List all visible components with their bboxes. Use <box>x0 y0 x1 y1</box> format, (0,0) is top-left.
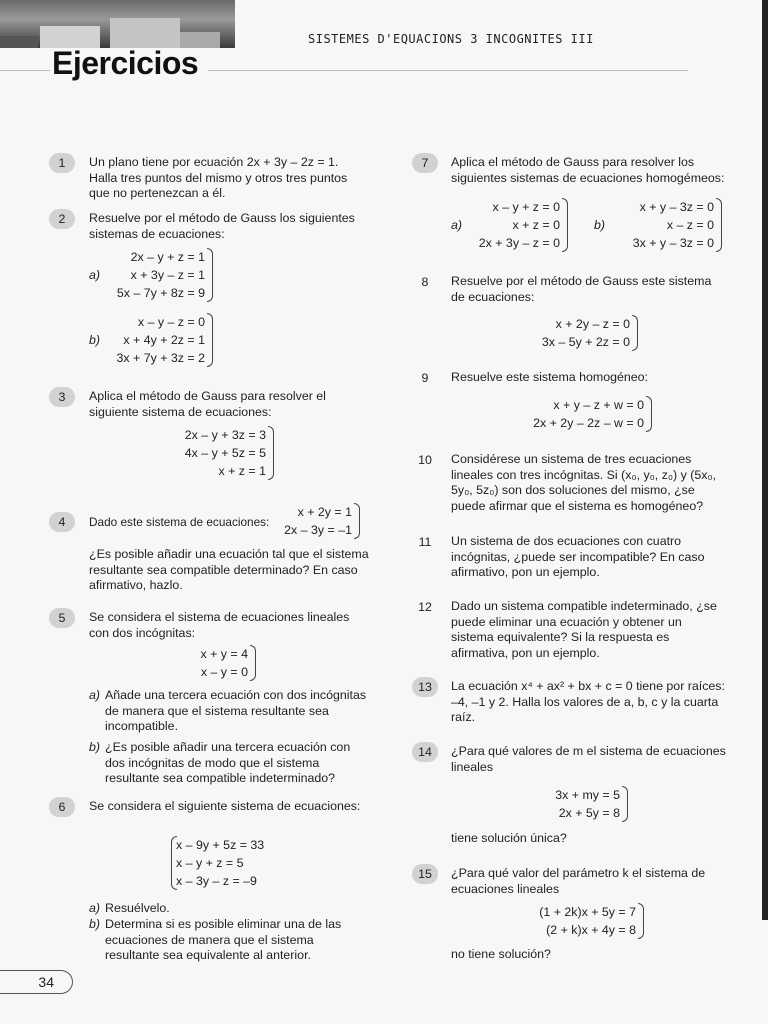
exercise-4-system <box>272 503 352 539</box>
exercise-number-14: 14 <box>412 742 438 762</box>
equation: x + y – z + w = 0 <box>553 398 644 412</box>
exercise-7-text: Aplica el método de Gauss para resolver los siguientes sistemas de ecuaciones homogémeos: <box>451 155 725 185</box>
system-brace <box>354 503 360 539</box>
page-number: 34 <box>38 974 54 990</box>
system-brace <box>250 645 256 681</box>
equation: x – y = 0 <box>200 665 248 679</box>
exercise-number-9: 9 <box>421 371 429 385</box>
exercise-number-4: 4 <box>49 512 75 532</box>
equation: x + z = 1 <box>218 464 266 478</box>
exercise-number-13: 13 <box>412 677 438 697</box>
exercise-6-text: Se considera el siguiente sistema de ecuaciones: <box>89 799 361 813</box>
equation: x – y – z = 0 <box>137 315 205 329</box>
system-brace <box>638 903 644 939</box>
exercise-number-15: 15 <box>412 864 438 884</box>
exercise-5-b-text: ¿Es posible añadir una tercera ecuación con dos incógnitas de modo que el sistema resultante sea compatible indeterminado? <box>105 740 351 785</box>
equation: x – 3y – z = –9 <box>176 874 257 888</box>
system-brace <box>562 198 568 252</box>
exercise-number-8: 8 <box>421 275 429 289</box>
exercise-14-system <box>540 786 620 822</box>
running-title: SISTEMES D'EQUACIONS 3 INCOGNITES III <box>308 32 594 46</box>
exercise-7-b-system <box>620 198 714 252</box>
exercise-number-12: 12 <box>418 600 432 614</box>
equation: x + 3y – z = 1 <box>130 268 205 282</box>
exercise-7-a-system <box>466 198 560 252</box>
system-brace <box>622 786 628 822</box>
system-brace <box>207 248 213 302</box>
equation: 2x + 3y – z = 0 <box>478 236 560 250</box>
equation: 2x + 5y = 8 <box>558 806 620 820</box>
equation: x – y + z = 5 <box>176 856 244 870</box>
equation: 5x – 7y + 8z = 9 <box>116 286 205 300</box>
exercise-2-text: Resuelve por el método de Gauss los siguientes sistemas de ecuaciones: <box>89 211 355 241</box>
exercise-6-a-text: Resuélvelo. <box>105 901 170 915</box>
exercise-15-after: no tiene solución? <box>451 947 551 961</box>
exercise-5-a-label: a) <box>89 688 101 702</box>
equation: x – 9y + 5z = 33 <box>176 838 265 852</box>
equation: x + z = 0 <box>512 218 560 232</box>
exercise-2-a-label: a) <box>89 268 101 282</box>
exercise-11-text: Un sistema de dos ecuaciones con cuatro incógnitas, ¿puede ser incompatible? En caso afirmativo, pon un ejemplo. <box>451 534 705 579</box>
exercise-number-3: 3 <box>49 387 75 407</box>
equation: 2x – y + z = 1 <box>130 250 205 264</box>
exercise-13-text: La ecuación x⁴ + ax² + bx + c = 0 tiene por raíces: –4, –1 y 2. Halla los valores de a, b, c y la cuarta raíz. <box>451 679 725 724</box>
exercise-2-a-system <box>105 248 205 302</box>
exercise-5-b-label: b) <box>89 740 101 754</box>
exercise-9-system <box>530 396 644 432</box>
exercise-6-b-label: b) <box>89 917 101 931</box>
equation: 3x + my = 5 <box>555 788 620 802</box>
exercise-14-text: ¿Para qué valores de m el sistema de ecuaciones lineales <box>451 744 726 774</box>
page-title: Ejercicios <box>52 45 199 81</box>
exercise-7-a-label: a) <box>451 218 463 232</box>
title-rule-left <box>0 70 50 71</box>
exercise-number-11: 11 <box>418 535 432 549</box>
exercise-number-5: 5 <box>49 608 75 628</box>
equation: 2x + 2y – 2z – w = 0 <box>533 416 644 430</box>
exercise-8-system <box>530 315 630 351</box>
exercise-12-text: Dado un sistema compatible indeterminado, ¿se puede eliminar una ecuación y obtener un sistema equivalente? Si la respuesta es afirmativa, pon un ejemplo. <box>451 599 717 660</box>
header-photo <box>0 0 235 48</box>
system-brace <box>632 315 638 351</box>
exercise-4-intro: Dado este sistema de ecuaciones: <box>89 515 270 529</box>
equation: 3x + 7y + 3z = 2 <box>116 351 205 365</box>
equation: 4x – y + 5z = 5 <box>184 446 266 460</box>
exercise-5-text: Se considera el sistema de ecuaciones lineales con dos incógnitas: <box>89 610 350 640</box>
system-brace <box>207 313 213 367</box>
exercise-number-2: 2 <box>49 209 75 229</box>
exercise-5-system <box>190 645 248 681</box>
system-brace <box>268 426 274 480</box>
exercise-3-system <box>170 426 266 480</box>
equation: x – z = 0 <box>666 218 714 232</box>
equation: 3x – 5y + 2z = 0 <box>541 335 630 349</box>
exercise-number-1: 1 <box>49 153 75 173</box>
exercise-6-a-label: a) <box>89 901 101 915</box>
equation: x + 2y – z = 0 <box>555 317 630 331</box>
system-brace <box>646 396 652 432</box>
exercise-15-text: ¿Para qué valor del parámetro k el sistema de ecuaciones lineales <box>451 866 706 896</box>
exercise-number-7: 7 <box>412 153 438 173</box>
title-rule-right <box>208 70 688 71</box>
equation: 2x – 3y = –1 <box>284 523 352 537</box>
equation: 2x – y + 3z = 3 <box>184 428 266 442</box>
system-brace <box>171 836 177 890</box>
exercise-3-text: Aplica el método de Gauss para resolver el siguiente sistema de ecuaciones: <box>89 389 326 419</box>
equation: x – y + z = 0 <box>492 200 560 214</box>
exercise-1-text: Un plano tiene por ecuación 2x + 3y – 2z = 1. Halla tres puntos del mismo y otros tres puntos que no pertenezcan a él. <box>89 155 348 200</box>
exercise-10-text: Considérese un sistema de tres ecuaciones lineales con tres incógnitas. Si (x₀, y₀, z₀) y (5x₀, 5y₀, 5z₀) son dos soluciones del mismo, ¿se puede afirmar que el sistema es homogéneo? <box>451 452 717 513</box>
equation: x + 4y + 2z = 1 <box>123 333 205 347</box>
exercise-5-a-text: Añade una tercera ecuación con dos incógnitas de manera que el sistema resultante sea incompatible. <box>105 688 367 733</box>
equation: (1 + 2k)x + 5y = 7 <box>539 905 636 919</box>
exercise-14-after: tiene solución única? <box>451 831 567 845</box>
exercise-number-10: 10 <box>418 453 432 467</box>
exercise-7-b-label: b) <box>594 218 606 232</box>
exercise-8-text: Resuelve por el método de Gauss este sistema de ecuaciones: <box>451 274 712 304</box>
exercise-9-text: Resuelve este sistema homogéneo: <box>451 370 648 384</box>
exercise-15-system <box>520 903 636 939</box>
exercise-2-b-system <box>105 313 205 367</box>
equation: x + y = 4 <box>200 647 248 661</box>
exercise-4-text: ¿Es posible añadir una ecuación tal que el sistema resultante sea compatible determinado? En caso afirmativo, hazlo. <box>89 547 369 592</box>
equation: x + y – 3z = 0 <box>639 200 714 214</box>
equation: x + 2y = 1 <box>297 505 352 519</box>
exercise-6-system <box>176 836 286 890</box>
system-brace <box>716 198 722 252</box>
exercise-number-6: 6 <box>49 797 75 817</box>
page-edge-bar <box>762 0 768 920</box>
equation: 3x + y – 3z = 0 <box>632 236 714 250</box>
exercise-6-b-text: Determina si es posible eliminar una de las ecuaciones de manera que el sistema resultante sea equivalente al anterior. <box>105 917 342 962</box>
equation: (2 + k)x + 4y = 8 <box>546 923 636 937</box>
page-number-tab <box>0 970 73 994</box>
exercise-2-b-label: b) <box>89 333 101 347</box>
